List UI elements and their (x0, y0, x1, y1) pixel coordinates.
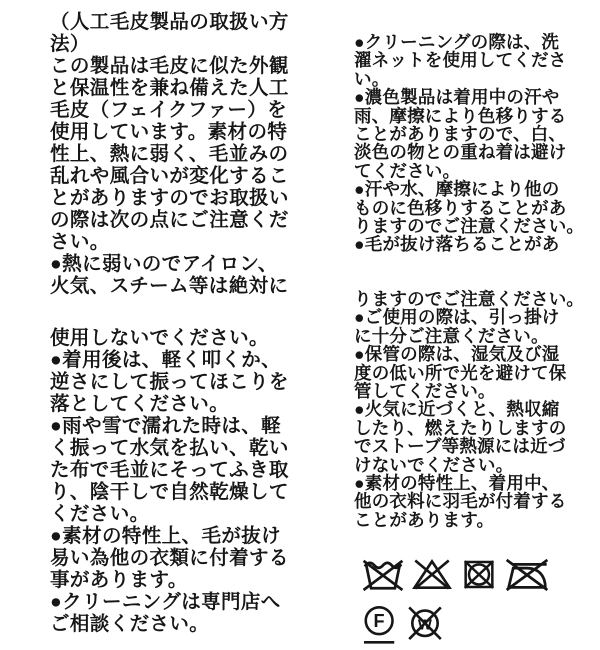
text-line: ●保管の際は、湿気及び湿 (354, 344, 560, 365)
text-line: ●素材の特性上、着用中、 (354, 472, 560, 493)
text-line: り、陰干しで自然乾燥して (50, 481, 289, 503)
text-line: てください。 (354, 160, 461, 181)
text-line: ことがありますので、白、 (354, 124, 567, 145)
text-line: とがありますのでお取扱い (50, 187, 289, 209)
text-line: （人工毛皮製品の取扱い方 (50, 11, 289, 33)
left-column (50, 11, 306, 635)
text-line: 乱れや風合いが変化するこ (50, 165, 289, 187)
text-line: ●熱に弱いのでアイロン、 (50, 253, 278, 275)
text-line: りますのでご注意ください。 (354, 216, 585, 237)
text-line: この製品は毛皮に似た外観 (50, 55, 289, 77)
text-line: 使用しています。素材の特 (50, 121, 288, 143)
text-line: 火気、スチーム等は絶対に (50, 275, 289, 297)
svg-text:W: W (417, 617, 433, 634)
text-line: 管してください。 (354, 380, 496, 401)
text-line: ●クリーニングは専門店へ (50, 591, 281, 613)
text-line: でストーブ等熱源には近づ (354, 436, 566, 457)
left-text-block-1 (50, 11, 306, 297)
text-line: ●素材の特性上、毛が抜け (50, 525, 282, 547)
care-symbols-row-1 (361, 558, 600, 591)
right-text-block-1 (354, 33, 600, 254)
text-line: したり、燃えたりしますの (354, 417, 567, 438)
text-line: さい。 (50, 231, 110, 253)
text-line: 事があります。 (50, 569, 188, 591)
dry-clean-f-underline-icon (361, 604, 399, 646)
text-line: ことがあります。 (354, 509, 495, 530)
text-line: 使用しないでください。 (50, 327, 269, 349)
right-text-block-2 (354, 290, 600, 529)
text-line: た布で毛並にそってふき取 (50, 459, 289, 481)
do-not-tumble-dry-icon (459, 558, 499, 591)
text-line: ●着用後は、軽く叩くか、 (50, 349, 282, 371)
do-not-bleach-icon (411, 558, 453, 591)
text-line: に十分ご注意ください。 (354, 325, 549, 346)
text-line: 淡色の物との重ね着は避け (354, 142, 567, 163)
text-line: ●濃色製品は着用中の汗や (354, 87, 560, 108)
text-line: ご相談ください。 (50, 613, 210, 635)
do-not-wet-clean-icon (405, 604, 445, 646)
text-line: く振って水気を払い、乾い (50, 437, 289, 459)
left-text-block-2 (50, 327, 306, 635)
text-line: 性上、熱に弱く、毛並みの (50, 143, 289, 165)
text-line: ●ご使用の際は、引っ掛け (354, 307, 560, 328)
svg-text:F: F (373, 611, 385, 632)
care-symbols (361, 558, 600, 646)
do-not-iron-icon (505, 558, 549, 591)
text-line: ●雨や雪で濡れた時は、軽 (50, 415, 282, 437)
text-line: 逆さにして振ってほこりを (50, 371, 289, 393)
do-not-wash-icon (361, 558, 405, 591)
care-symbols-row-2 (361, 604, 600, 646)
text-line: ●汗や水、摩擦により他の (354, 179, 560, 200)
text-line: けないでください。 (354, 454, 514, 475)
text-line: ●火気に近づくと、熱収縮 (354, 399, 560, 420)
text-line: ●クリーニングの際は、洗 (354, 32, 560, 52)
text-line: りますのでご注意ください。 (354, 288, 585, 309)
right-column (354, 33, 600, 646)
text-line: 度の低い所で光を避けて保 (354, 362, 567, 383)
text-line: 濯ネットを使用してくださ (354, 50, 567, 71)
text-line: ものに色移りすることがあ (354, 197, 567, 218)
text-line: 他の衣料に羽毛が付着する (354, 491, 567, 512)
text-line: の際は次の点にご注意くだ (50, 209, 289, 231)
text-line: 雨、摩擦により色移りする (354, 105, 567, 126)
text-line: 毛皮（フェイクファー）を (50, 99, 288, 121)
text-line: 落としてください。 (50, 393, 230, 415)
text-line: い。 (354, 68, 390, 89)
text-line: 易い為他の衣類に付着する (50, 547, 289, 569)
text-line: ください。 (50, 503, 150, 525)
text-line: 法） (50, 33, 90, 55)
text-line: ●毛が抜け落ちることがあ (354, 234, 560, 255)
text-line: と保温性を兼ね備えた人工 (50, 77, 289, 99)
